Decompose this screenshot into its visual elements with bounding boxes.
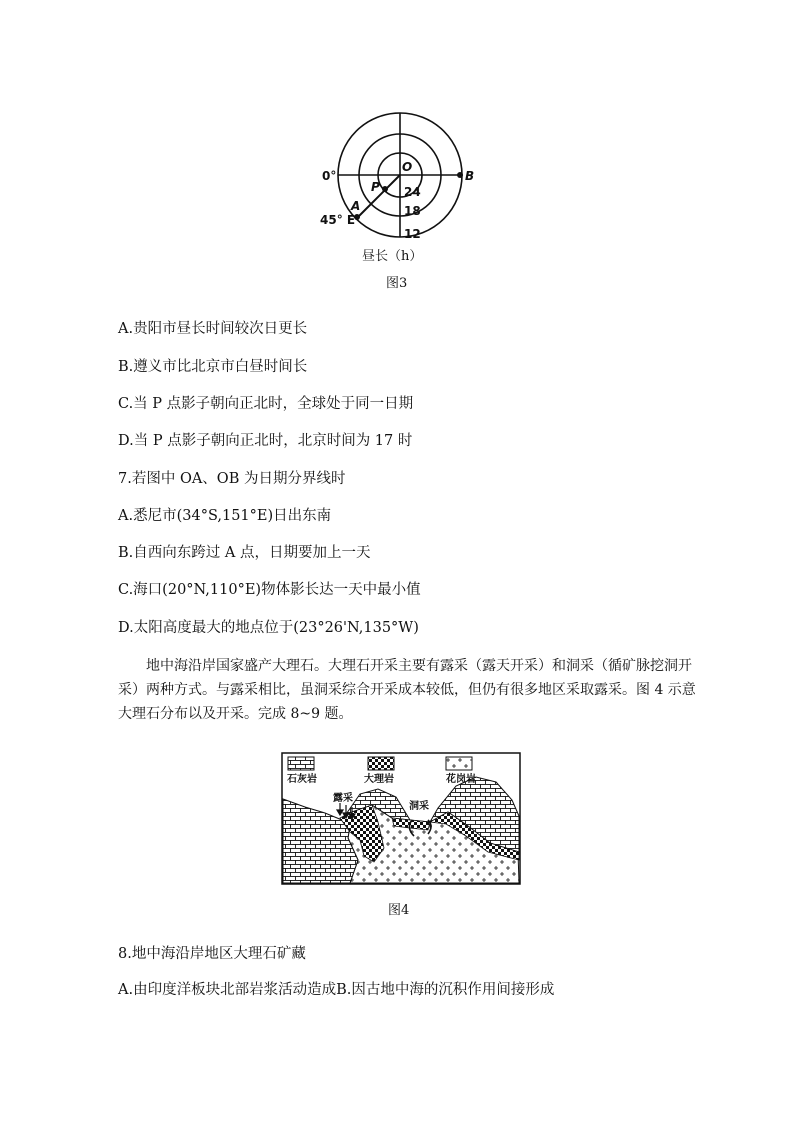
label-45e: 45° E xyxy=(320,213,356,227)
legend-marble-label: 大理岩 xyxy=(364,774,394,785)
q7-option-c: C.海口(20°N,110°E)物体影长达一天中最小值 xyxy=(118,582,421,598)
figure-3-caption: 图3 xyxy=(386,276,408,291)
figure-4-diagram xyxy=(281,752,521,886)
legend-limestone-swatch xyxy=(288,757,314,770)
label-b: B xyxy=(465,169,475,183)
q7-stem: 7.若图中 OA、OB 为日期分界线时 xyxy=(118,471,346,487)
label-a: A xyxy=(351,199,361,213)
ring-value-18: 18 xyxy=(404,204,421,218)
q7-option-b: B.自西向东跨过 A 点，日期要加上一天 xyxy=(118,545,371,561)
ring-value-24: 24 xyxy=(404,185,421,199)
passage-text: 地中海沿岸国家盛产大理石。大理石开采主要有露采（露天开采）和洞采（循矿脉挖洞开采）两种方式。与露采相比，虽洞采综合开采成本较低，但仍有很多地区采取露采。图 4 示意大理石分布以及开采。完成 8~9 题。 xyxy=(118,658,696,722)
q8-stem: 8.地中海沿岸地区大理石矿藏 xyxy=(118,946,306,962)
figure-3-diagram xyxy=(310,108,490,243)
figure-4-caption: 图4 xyxy=(388,903,410,918)
q8-options-ab: A.由印度洋板块北部岩浆活动造成B.因古地中海的沉积作用间接形成 xyxy=(118,982,555,998)
q6-option-d: D.当 P 点影子朝向正北时，北京时间为 17 时 xyxy=(118,433,413,449)
point-b xyxy=(457,172,463,178)
legend-limestone-label: 石灰岩 xyxy=(287,774,317,785)
label-zero: 0° xyxy=(322,169,337,183)
label-cave-mining: 洞采 xyxy=(409,801,429,812)
label-p: P xyxy=(371,180,380,194)
q6-option-c: C.当 P 点影子朝向正北时，全球处于同一日期 xyxy=(118,396,414,412)
label-open-pit: 露采 xyxy=(333,793,353,804)
passage xyxy=(118,654,698,726)
legend-marble-swatch xyxy=(368,757,394,770)
q6-option-a: A.贵阳市昼长时间较次日更长 xyxy=(118,321,308,337)
legend-granite-swatch xyxy=(446,757,472,770)
q7-option-d: D.太阳高度最大的地点位于(23°26'N,135°W) xyxy=(118,620,419,636)
q6-option-b: B.遵义市比北京市白昼时间长 xyxy=(118,359,308,375)
label-o: O xyxy=(402,160,413,174)
legend-granite-label: 花岗岩 xyxy=(446,774,476,785)
figure-3-axis-label: 昼长（h） xyxy=(362,249,423,264)
ring-value-12: 12 xyxy=(404,227,421,241)
q7-option-a: A.悉尼市(34°S,151°E)日出东南 xyxy=(118,508,332,524)
point-p xyxy=(382,186,388,192)
